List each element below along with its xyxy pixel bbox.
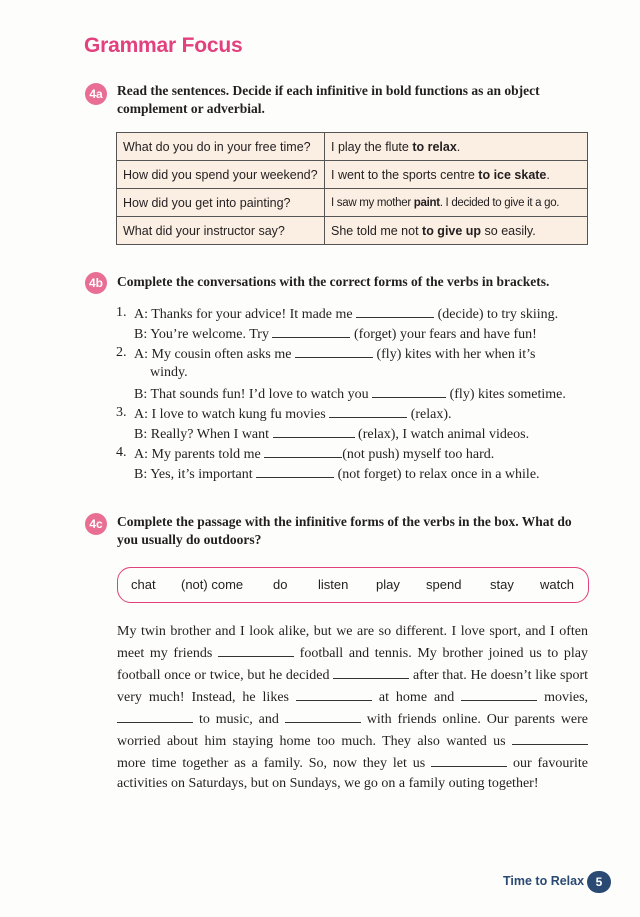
word-item: watch bbox=[540, 577, 574, 592]
list-item bbox=[116, 343, 596, 363]
list-item bbox=[116, 463, 596, 483]
item-number: 4. bbox=[116, 445, 127, 460]
answer-blank[interactable] bbox=[295, 343, 373, 358]
footer-unit-title: Time to Relax bbox=[503, 874, 585, 888]
answer-blank[interactable] bbox=[273, 423, 355, 438]
passage-text: after that. He doesn’t like sport very much! Instead, he likes bbox=[117, 668, 588, 705]
text-after-blank: (fly) kites with her when it’s bbox=[376, 347, 536, 362]
table-cell-answer bbox=[325, 133, 588, 161]
answer-blank[interactable] bbox=[117, 708, 193, 723]
exercise-4a-instruction: Read the sentences. Decide if each infinitive in bold functions as an object complement or adverbial. bbox=[117, 83, 540, 116]
answer-blank[interactable] bbox=[272, 323, 350, 338]
line-a bbox=[134, 403, 452, 425]
passage-text: My twin brother and I look alike, but we are so different. I love sport, and I often meet my friends bbox=[117, 624, 588, 661]
table-cell-question: How did you spend your weekend? bbox=[117, 161, 325, 189]
answer-text-end: . bbox=[546, 167, 550, 182]
text-after-blank: (not push) myself too hard. bbox=[342, 447, 495, 462]
table-row bbox=[117, 161, 588, 189]
passage-text: football and tennis. My brother joined us to play football once or twice, but he decided bbox=[117, 646, 589, 683]
answer-blank[interactable] bbox=[461, 686, 537, 701]
answer-blank[interactable] bbox=[356, 303, 434, 318]
list-item bbox=[116, 443, 596, 463]
line-a bbox=[134, 303, 558, 325]
answer-blank[interactable] bbox=[329, 403, 407, 418]
answer-blank[interactable] bbox=[285, 708, 361, 723]
text-after-blank: (decide) to try skiing. bbox=[437, 307, 559, 322]
answer-blank[interactable] bbox=[296, 686, 372, 701]
table-row bbox=[117, 217, 588, 245]
item-number: 2. bbox=[116, 345, 127, 360]
table-cell-answer bbox=[325, 161, 588, 189]
list-item bbox=[116, 383, 596, 403]
word-box bbox=[117, 567, 589, 603]
exercise-4c-instruction: Complete the passage with the infinitive forms of the verbs in the box. What do you usually do outdoors? bbox=[117, 514, 572, 547]
list-item bbox=[116, 303, 596, 323]
bold-infinitive: to relax bbox=[412, 139, 457, 154]
line-b bbox=[134, 463, 540, 485]
answer-text: I play the flute bbox=[331, 139, 413, 154]
passage-text: more time together as a family. So, now they let us bbox=[117, 756, 426, 771]
word-item: stay bbox=[490, 577, 514, 592]
answer-blank[interactable] bbox=[512, 730, 588, 745]
list-item bbox=[116, 323, 596, 343]
text-before-blank: B: You’re welcome. Try bbox=[134, 327, 269, 342]
answer-blank[interactable] bbox=[333, 664, 409, 679]
exercise-4b-instruction: Complete the conversations with the correct forms of the verbs in brackets. bbox=[117, 274, 550, 289]
text-after-blank: (relax), I watch animal videos. bbox=[358, 427, 530, 442]
word-item: spend bbox=[426, 577, 462, 592]
list-item bbox=[116, 363, 596, 383]
passage-text: at home and bbox=[378, 690, 455, 705]
answer-text: She told me not bbox=[331, 223, 423, 238]
table-cell-question: What do you do in your free time? bbox=[117, 133, 325, 161]
answer-blank[interactable] bbox=[431, 752, 507, 767]
text-after-blank: (not forget) to relax once in a while. bbox=[337, 467, 540, 482]
table-cell-answer bbox=[325, 217, 588, 245]
exercise-4c-badge: 4c bbox=[85, 513, 107, 535]
answer-text-end: . I decided to give it a go. bbox=[439, 196, 560, 209]
table-cell-question: What did your instructor say? bbox=[117, 217, 325, 245]
table-cell-question: How did you get into painting? bbox=[117, 189, 325, 217]
exercise-4b-badge: 4b bbox=[85, 272, 107, 294]
list-item bbox=[116, 423, 596, 443]
answer-text-end: so easily. bbox=[481, 223, 536, 238]
answer-text: I went to the sports centre bbox=[331, 167, 479, 182]
answer-blank[interactable] bbox=[264, 443, 342, 458]
passage-text: with friends online. Our parents were worried about him staying home too much. They also wanted us bbox=[117, 712, 589, 749]
text-before-blank: A: My cousin often asks me bbox=[134, 347, 292, 362]
text-before-blank: B: Really? When I want bbox=[134, 427, 270, 442]
text-before-blank: A: I love to watch kung fu movies bbox=[134, 407, 326, 422]
word-item: chat bbox=[131, 577, 156, 592]
item-number: 1. bbox=[116, 305, 127, 320]
bold-infinitive: to ice skate bbox=[478, 167, 547, 182]
answer-blank[interactable] bbox=[256, 463, 334, 478]
text-after-blank: (relax). bbox=[410, 407, 452, 422]
list-item bbox=[116, 403, 596, 423]
line-b bbox=[134, 383, 566, 405]
text-before-blank: B: That sounds fun! I’d love to watch you bbox=[134, 387, 369, 402]
line-b bbox=[134, 323, 537, 345]
passage bbox=[117, 622, 588, 794]
text-continuation: windy. bbox=[150, 365, 188, 380]
answer-text-end: . bbox=[456, 139, 461, 154]
passage-text: to music, and bbox=[198, 712, 279, 727]
line-a bbox=[134, 443, 494, 465]
text-after-blank: (fly) kites sometime. bbox=[449, 387, 566, 402]
section-title: Grammar Focus bbox=[84, 34, 243, 57]
page-number: 5 bbox=[587, 871, 611, 893]
word-item: play bbox=[376, 577, 400, 592]
text-before-blank: A: My parents told me bbox=[134, 447, 261, 462]
item-number: 3. bbox=[116, 405, 127, 420]
table-row bbox=[117, 189, 588, 217]
passage-text: our favourite activities on Saturdays, but on Sundays, we go on a family outing together! bbox=[117, 756, 589, 791]
answer-text: I saw my mother bbox=[331, 196, 414, 209]
passage-text: movies, bbox=[544, 690, 589, 705]
conversation-list bbox=[116, 303, 596, 483]
table-row bbox=[117, 133, 588, 161]
bold-infinitive: to give up bbox=[422, 223, 482, 238]
word-item: do bbox=[273, 577, 288, 592]
infinitive-table bbox=[116, 132, 588, 245]
word-item: (not) come bbox=[181, 577, 244, 592]
text-after-blank: (forget) your fears and have fun! bbox=[353, 327, 537, 342]
line-a bbox=[134, 343, 536, 365]
word-item: listen bbox=[318, 577, 349, 592]
text-before-blank: B: Yes, it’s important bbox=[134, 467, 253, 482]
table-cell-answer bbox=[325, 189, 588, 217]
line-b bbox=[134, 423, 529, 445]
exercise-4a-badge: 4a bbox=[85, 83, 107, 105]
text-before-blank: A: Thanks for your advice! It made me bbox=[134, 307, 353, 322]
bold-infinitive: paint bbox=[413, 196, 440, 209]
answer-blank[interactable] bbox=[218, 642, 294, 657]
answer-blank[interactable] bbox=[372, 383, 446, 398]
